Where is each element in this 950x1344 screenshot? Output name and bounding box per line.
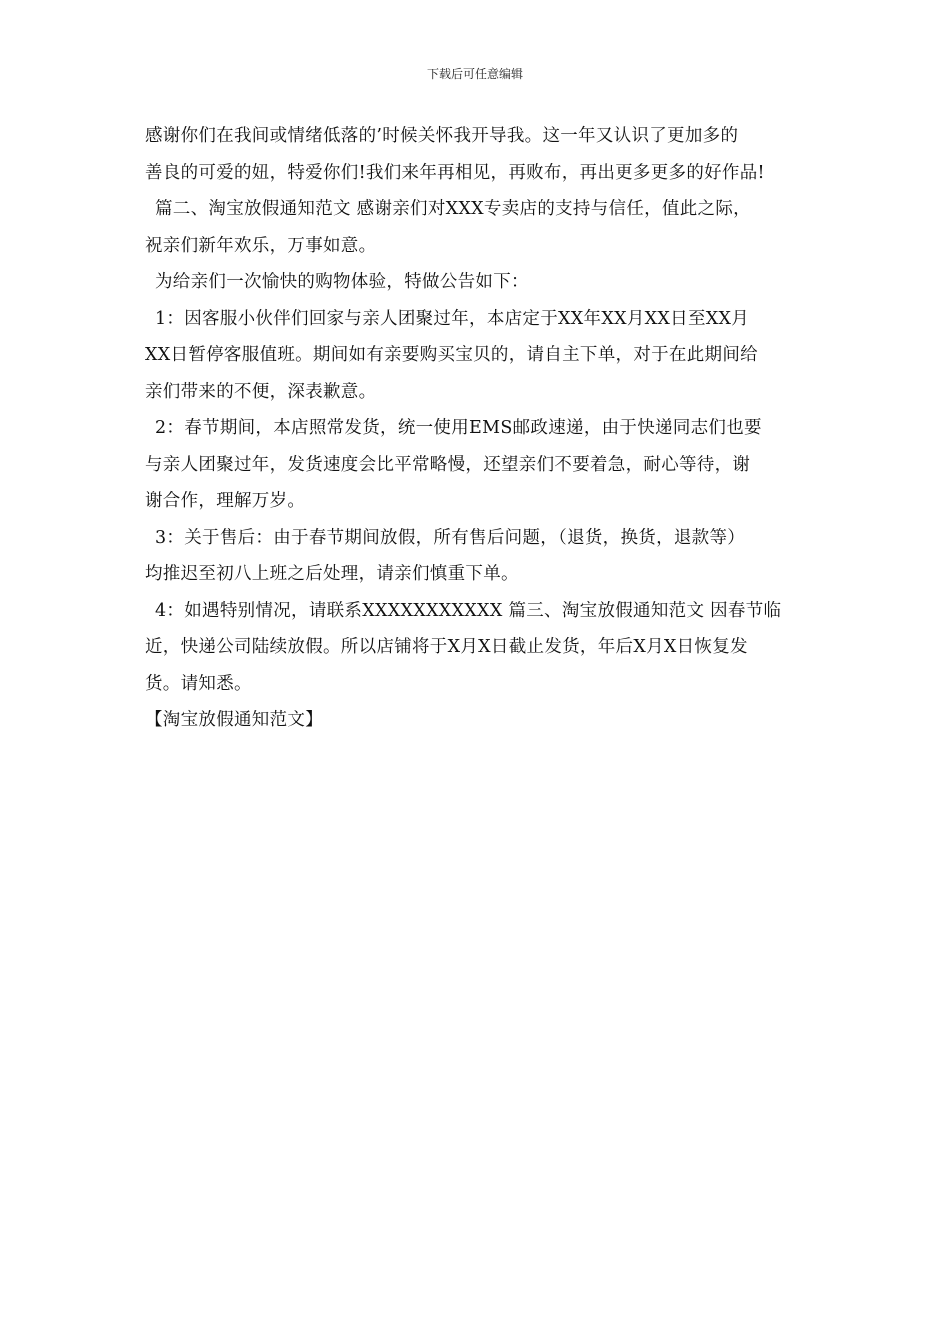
text-line: 1：因客服小伙伴们回家与亲人团聚过年，本店定于XX年XX月XX日至XX月: [155, 308, 750, 329]
text-line: 亲们带来的不便，深表歉意。: [145, 381, 377, 402]
text-line: 为给亲们一次愉快的购物体验，特做公告如下：: [155, 272, 529, 292]
text-line: 2：春节期间，本店照常发货，统一使用EMS邮政速递，由于快递同志们也要: [155, 418, 762, 438]
text-line: 3：关于售后：由于春节期间放假，所有售后问题，（退货，换货，退款等）: [155, 527, 746, 548]
text-line: 谢合作，理解万岁。: [145, 491, 306, 511]
text-line: 4：如遇特别情况，请联系XXXXXXXXXXX 篇三、淘宝放假通知范文 因春节临: [155, 600, 782, 621]
text-line: 货。请知悉。: [145, 673, 252, 694]
document-body: [145, 118, 815, 739]
page-header: 下载后可任意编辑: [426, 67, 523, 81]
text-line: 近，快递公司陆续放假。所以店铺将于X月X日截止发货，年后X月X日恢复发: [145, 637, 748, 657]
text-line: 祝亲们新年欢乐，万事如意。: [145, 235, 377, 256]
text-line: XX日暂停客服值班。期间如有亲要购买宝贝的，请自主下单，对于在此期间给: [145, 345, 758, 365]
text-line: 感谢你们在我间或情绪低落的’时候关怀我开导我。这一年又认识了更加多的: [145, 126, 739, 146]
text-line: 【淘宝放假通知范文】: [145, 710, 323, 730]
text-line: 善良的可爱的妞，特爱你们!我们来年再相见，再败布，再出更多更多的好作品!: [145, 162, 765, 183]
text-line: 均推迟至初八上班之后处理，请亲们慎重下单。: [145, 564, 519, 584]
text-line: 篇二、淘宝放假通知范文 感谢亲们对XXX专卖店的支持与信任，值此之际，: [155, 199, 751, 219]
text-line: 与亲人团聚过年，发货速度会比平常略慢，还望亲们不要着急，耐心等待，谢: [145, 454, 751, 475]
